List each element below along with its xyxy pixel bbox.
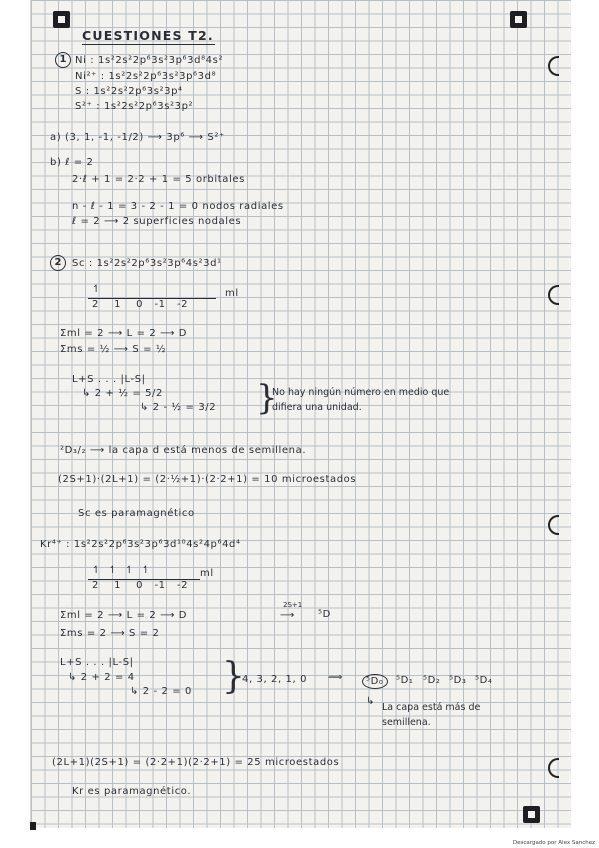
config-line: Ni : 1s²2s²2p⁶3s²3p⁶3d⁸4s² [75,55,224,66]
term-item: ⁵D₂ [423,675,441,686]
note-text: No hay ningún número en medio que difiera una unidad. [272,387,450,413]
brace-icon: } [222,656,245,697]
ml-values: 2 1 0 -1 -2 [92,299,189,310]
config-line: S : 1s²2s²2p⁶3s²3p⁴ [75,86,183,97]
orbital-arrows: ↿ ↿ ↿ ↿ [92,565,151,576]
ls-line: ↳ 2 + ½ = 5/2 [82,388,163,399]
microstates-line: (2L+1)(2S+1) = (2·2+1)(2·2+1) = 25 microestados [52,757,340,768]
brace-icon: } [256,378,278,418]
term-item: ⁵D₃ [449,675,467,686]
question-number: 2 [50,255,66,271]
arrow-label: 2S+1 [283,601,303,609]
orbital-arrows: ↿ [92,284,101,295]
term-item: ⁵D₀ [362,674,388,689]
corner-mark-bottom-left-icon [30,822,36,830]
sum-ms-line: Σms = ½ ⟶ S = ½ [60,344,167,355]
sum-ml-line: Σml = 2 ⟶ L = 2 ⟶ D [60,610,188,621]
term-item: ⁵D₁ [396,675,414,686]
ls-line: ↳ 2 + 2 = 4 [68,672,135,683]
page-title: CUESTIONES T2. [82,28,214,43]
question-number: 1 [55,52,71,68]
config-line: S²⁺ : 1s²2s²2p⁶3s²3p² [75,101,194,112]
config-line: Kr⁴⁺ : 1s²2s²2p⁶3s²3p⁶3d¹⁰4s²4p⁶4d⁴ [40,539,241,550]
footer-text: Descargado por Alex Sanchez [512,840,595,846]
ls-heading: L+S . . . |L-S| [60,657,134,668]
config-line: Sc : 1s²2s²2p⁶3s²3p⁶4s²3d¹ [72,258,222,269]
title-underline [82,44,215,45]
paramagnetic-line: Sc es paramagnético [78,508,195,519]
sum-ms-line: Σms = 2 ⟶ S = 2 [60,628,160,639]
ls-line: ↳ 2 - ½ = 3/2 [140,402,217,413]
config-line: Ni²⁺ : 1s²2s²2p⁶3s²3p⁶3d⁸ [75,71,217,82]
term-line: ²D₃/₂ ⟶ la capa d está menos de semillena. [60,445,307,456]
ml-values: 2 1 0 -1 -2 [92,580,189,591]
answer-b-line: 2·ℓ + 1 = 2·2 + 1 = 5 orbitales [72,174,245,185]
corner-mark-top-left-icon [53,11,70,28]
sum-ml-line: Σml = 2 ⟶ L = 2 ⟶ D [60,328,188,339]
ml-label: ml [225,288,239,299]
answer-a: a) (3, 1, -1, -1/2) ⟶ 3p⁶ ⟶ S²⁺ [50,132,225,143]
term-result: ⁵D [318,609,331,620]
corner-mark-bottom-right-icon [523,806,540,823]
answer-b-line: n - ℓ - 1 = 3 - 2 - 1 = 0 nodos radiales [72,201,284,212]
arrow-symbol: ⟶ [280,610,295,621]
note-text: La capa está más de semillena. [382,702,481,728]
arrow-symbol: ⟹ [328,672,343,683]
paramagnetic-line: Kr es paramagnético. [72,786,192,797]
ls-heading: L+S . . . |L-S| [72,374,146,385]
hook-arrow-icon: ↳ [366,696,375,707]
term-item: ⁵D₄ [475,675,493,686]
ls-line: ↳ 2 - 2 = 0 [130,686,192,697]
microstates-line: (2S+1)·(2L+1) = (2·½+1)·(2·2+1) = 10 microestados [58,474,357,485]
j-values: 4, 3, 2, 1, 0 [242,674,308,685]
answer-b-line: ℓ = 2 ⟶ 2 superficies nodales [72,216,242,227]
corner-mark-top-right-icon [510,11,527,28]
ml-label: ml [200,568,214,579]
answer-b-heading: b) ℓ = 2 [50,157,94,168]
